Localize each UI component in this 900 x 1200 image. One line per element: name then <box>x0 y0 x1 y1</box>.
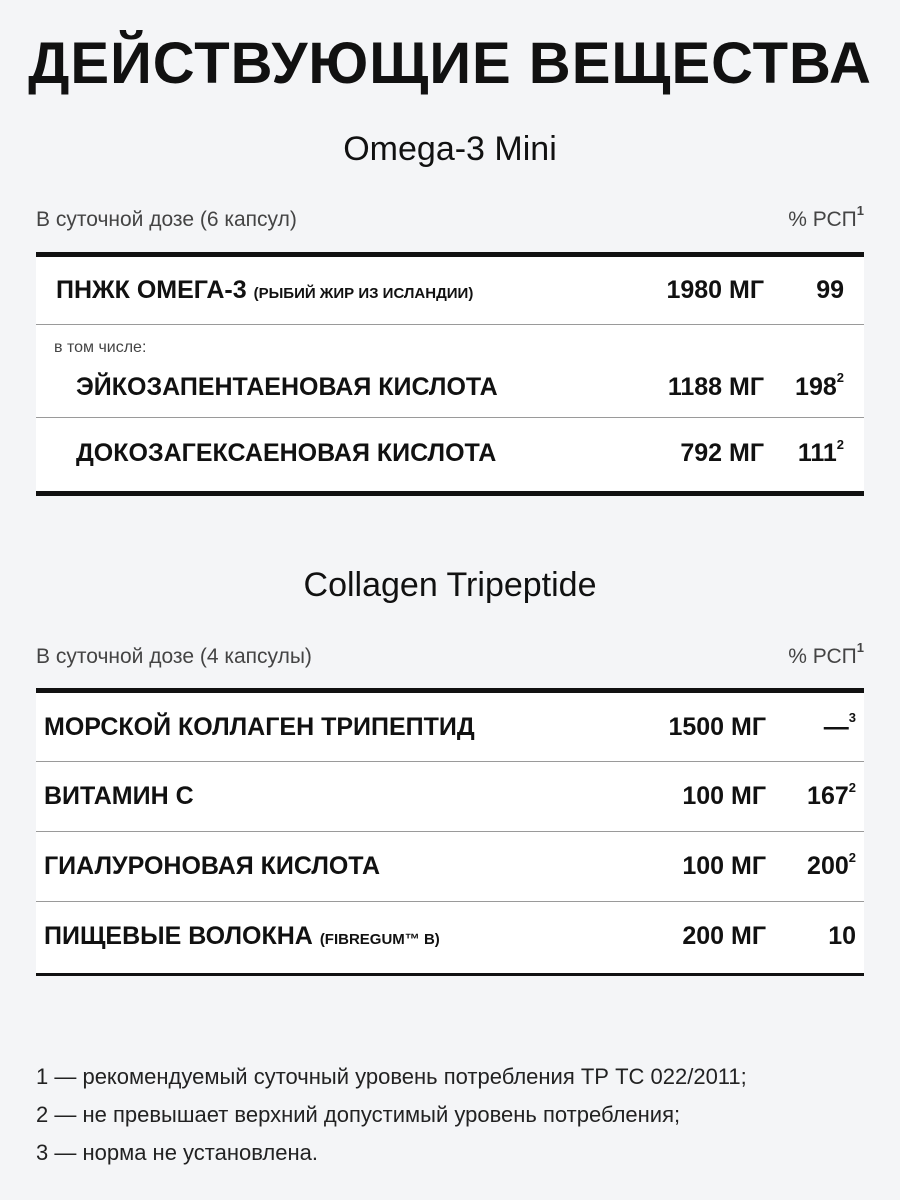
omega-sub-row-dha <box>36 418 864 489</box>
nutrient-amount: 792 МГ <box>680 439 764 467</box>
nutrient-name: ВИТАМИН С <box>44 782 194 810</box>
nutrient-amount: 100 МГ <box>682 852 766 880</box>
collagen-bottom-rule <box>36 973 864 976</box>
nutrient-rsp: 99 <box>816 276 844 304</box>
collagen-table <box>36 693 864 973</box>
footnote-1: 1 — рекомендуемый суточный уровень потребления ТР ТС 022/2011; <box>36 1064 747 1089</box>
row-divider <box>36 324 864 325</box>
nutrient-name: ДОКОЗАГЕКСАЕНОВАЯ КИСЛОТА <box>76 439 497 467</box>
footnote-3: 3 — норма не установлена. <box>36 1140 319 1165</box>
collagen-row-collagen <box>36 693 864 761</box>
nutrient-rsp: 10 <box>828 922 856 950</box>
omega-header-row <box>36 203 864 232</box>
omega-rsp-label: % РСП$^1$ <box>788 203 864 231</box>
collagen-row-fiber <box>36 902 864 971</box>
nutrient-amount: 1500 МГ <box>668 712 766 741</box>
collagen-dose-label: В суточной дозе (4 капсулы) <box>36 645 312 668</box>
footnote-2: 2 — не превышает верхний допустимый уровень потребления; <box>36 1102 681 1127</box>
nutrient-name: ПНЖК ОМЕГА-3 <box>56 276 247 304</box>
nutrient-name: МОРСКОЙ КОЛЛАГЕН ТРИПЕПТИД <box>44 712 475 741</box>
omega-dose-label: В суточной дозе (6 капсул) <box>36 208 297 231</box>
omega-table <box>36 257 864 491</box>
collagen-section-title: Collagen Tripeptide <box>303 566 597 604</box>
page-title: ДЕЙСТВУЮЩИЕ ВЕЩЕСТВА <box>28 31 872 96</box>
nutrient-amount: 1980 МГ <box>666 276 764 304</box>
nutrient-amount: 200 МГ <box>682 922 766 950</box>
footnotes <box>36 1058 747 1172</box>
nutrient-rsp: —$^3$ <box>823 710 856 741</box>
collagen-header-row <box>36 640 864 669</box>
nutrient-rsp: $198^2$ <box>795 370 844 401</box>
nutrient-rsp: $111^2$ <box>797 436 844 467</box>
collagen-row-vitamin-c <box>36 762 864 831</box>
omega-bottom-rule <box>36 491 864 496</box>
collagen-row-hyaluronic <box>36 832 864 901</box>
nutrient-rsp: $167^2$ <box>807 779 856 810</box>
collagen-rsp-label: % РСП$^1$ <box>788 640 864 668</box>
omega-main-row <box>36 257 864 324</box>
nutrient-name: ЭЙКОЗАПЕНТАЕНОВАЯ КИСЛОТА <box>76 372 498 401</box>
nutrient-rsp: $200^2$ <box>807 849 856 880</box>
nutrient-name: ПИЩЕВЫЕ ВОЛОКНА <box>44 922 313 950</box>
nutrient-note: (РЫБИЙ ЖИР ИЗ ИСЛАНДИИ) <box>253 285 474 302</box>
nutrient-amount: 100 МГ <box>682 782 766 810</box>
including-label: в том числе: <box>54 339 147 356</box>
omega-sub-row-epa <box>36 357 864 417</box>
nutrient-name: ГИАЛУРОНОВАЯ КИСЛОТА <box>44 852 381 880</box>
nutrient-note: (FIBREGUM™ B) <box>319 931 440 948</box>
omega-section-title: Omega-3 Mini <box>343 130 557 168</box>
nutrient-amount: 1188 МГ <box>667 372 764 401</box>
